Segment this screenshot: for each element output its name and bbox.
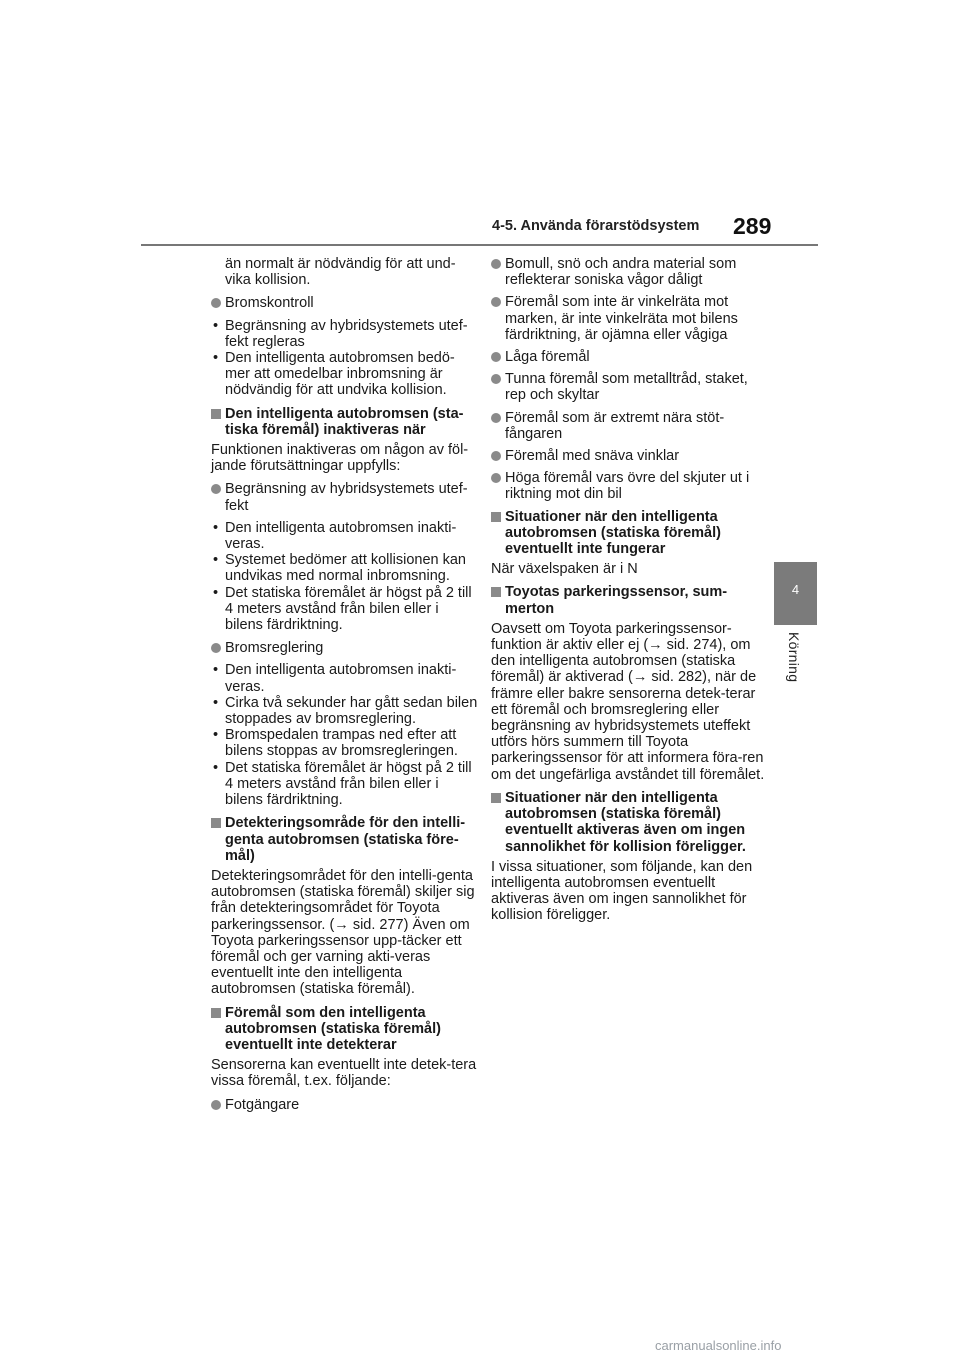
bullet-item: Föremål som inte är vinkelräta mot marken, är inte vinkelräta mot bilens färdriktning, är ojämna eller vågiga <box>491 294 766 343</box>
chapter-number: 4 <box>791 582 800 597</box>
bullet-item: Bromskontroll <box>211 295 479 311</box>
watermark: carmanualsonline.info <box>655 1338 782 1353</box>
sub-list-item: • Den intelligenta autobromsen bedö-mer att omedelbar inbromsning är nödvändig för att undvika kollision. <box>213 350 455 399</box>
left-column <box>211 256 479 1119</box>
bullet-item: Höga föremål vars övre del skjuter ut i riktning mot din bil <box>491 470 766 502</box>
sub-bullet-icon: • <box>213 519 219 536</box>
bullet-dot-icon <box>491 473 501 483</box>
bullet-item: Fotgängare <box>211 1097 479 1113</box>
sub-bullet-icon: • <box>213 584 219 601</box>
paragraph: När växelspaken är i N <box>491 561 638 578</box>
sub-list-item: • Den intelligenta autobromsen inakti-veras. <box>213 519 457 553</box>
sub-bullet-icon: • <box>213 552 219 569</box>
heading-square-icon <box>491 587 501 597</box>
sub-list-item: • Bromspedalen trampas ned efter att bilens stoppas av bromsregleringen. <box>213 727 458 760</box>
bullet-dot-icon <box>211 1100 221 1110</box>
chapter-tab <box>774 562 817 625</box>
section-heading: Situationer när den intelligenta autobromsen (statiska föremål) eventuellt aktiveras även om ingen sannolikhet för kollision föreligger. <box>491 790 766 855</box>
section-heading: Detekteringsområde för den intelli-genta autobromsen (statiska före-mål) <box>211 815 479 864</box>
paragraph: Sensorerna kan eventuellt inte detek-tera vissa föremål, t.ex. följande: <box>211 1057 477 1090</box>
section-title: 4-5. Använda förarstödsystem <box>492 218 700 234</box>
bullet-item: Låga föremål <box>491 349 766 365</box>
page-number: 289 <box>733 213 772 239</box>
sub-bullet-icon: • <box>213 759 219 776</box>
heading-square-icon <box>211 1008 221 1018</box>
bullet-item: Bromsreglering <box>211 640 479 656</box>
sub-bullet-icon: • <box>213 662 219 679</box>
right-column <box>491 256 766 931</box>
bullet-dot-icon <box>211 298 221 308</box>
sub-bullet-icon: • <box>213 350 219 367</box>
sub-list-item: • Den intelligenta autobromsen inakti-veras. <box>213 662 457 695</box>
heading-square-icon <box>211 409 221 419</box>
bullet-dot-icon <box>491 352 501 362</box>
continued-text: än normalt är nödvändig för att und-vika kollision. <box>225 256 456 289</box>
bullet-dot-icon <box>211 484 221 494</box>
heading-square-icon <box>211 818 221 828</box>
heading-square-icon <box>491 512 501 522</box>
sub-bullet-icon: • <box>213 317 219 334</box>
bullet-dot-icon <box>491 413 501 423</box>
bullet-dot-icon <box>211 643 221 653</box>
paragraph: Oavsett om Toyota parkeringssensor-funktion är aktiv eller ej (→ sid. 274), om den intelligenta autobromsen (statiska föremål) är aktiverad (→ sid. 282), när de främre eller bakre sensorerna detek-terar ett föremål och bromsreglering eller begränsning av hybridsystemets uteffekt utförs hörs summern till Toyota parkeringssensor för att informera föra-ren om det ungefärliga avståndet till föremålet. <box>491 620 765 783</box>
bullet-dot-icon <box>491 259 501 269</box>
bullet-dot-icon <box>491 374 501 384</box>
section-heading: Den intelligenta autobromsen (sta-tiska föremål) inaktiveras när <box>211 406 479 438</box>
sub-list-item: • Cirka två sekunder har gått sedan bilen stoppades av bromsreglering. <box>213 694 478 728</box>
bullet-item: Tunna föremål som metalltråd, staket, rep och skyltar <box>491 371 766 403</box>
paragraph: I vissa situationer, som följande, kan den intelligenta autobromsen eventuellt aktiveras även om ingen sannolikhet för kollision föreligger. <box>491 858 753 924</box>
section-heading: Situationer när den intelligenta autobromsen (statiska föremål) eventuellt inte fungerar <box>491 509 766 558</box>
chapter-label: Körning <box>786 632 802 683</box>
sub-list-item: • Systemet bedömer att kollisionen kan undvikas med normal inbromsning. <box>213 552 466 585</box>
bullet-item: Föremål med snäva vinklar <box>491 448 766 464</box>
sub-bullet-icon: • <box>213 694 219 711</box>
sub-list-item: • Det statiska föremålet är högst på 2 till 4 meters avstånd från bilen eller i bilens färdriktning. <box>213 584 472 634</box>
paragraph: Detekteringsområdet för den intelli-genta autobromsen (statiska föremål) skiljer sig från detekteringsområdet för Toyota parkeringssensor. (→ sid. 277) Även om Toyota parkeringssensor upp-täcker ett föremål och ger varning akti-veras eventuellt inte den intelligenta autobromsen (statiska föremål). <box>211 867 475 998</box>
bullet-dot-icon <box>491 297 501 307</box>
sub-list-item: • Begränsning av hybridsystemets utef-fekt regleras <box>213 317 468 350</box>
sub-bullet-icon: • <box>213 727 219 744</box>
bullet-dot-icon <box>491 451 501 461</box>
paragraph: Funktionen inaktiveras om någon av föl-jande förutsättningar uppfylls: <box>211 442 469 475</box>
bullet-item: Föremål som är extremt nära stöt-fångaren <box>491 410 766 442</box>
section-heading: Toyotas parkeringssensor, sum-merton <box>491 584 766 616</box>
section-heading: Föremål som den intelligenta autobromsen (statiska föremål) eventuellt inte detekterar <box>211 1005 479 1054</box>
header-rule <box>141 244 818 246</box>
heading-square-icon <box>491 793 501 803</box>
bullet-item: Bomull, snö och andra material som reflekterar soniska vågor dåligt <box>491 256 766 288</box>
bullet-item: Begränsning av hybridsystemets utef-fekt <box>211 481 479 513</box>
sub-list-item: • Det statiska föremålet är högst på 2 till 4 meters avstånd från bilen eller i bilens färdriktning. <box>213 759 472 809</box>
